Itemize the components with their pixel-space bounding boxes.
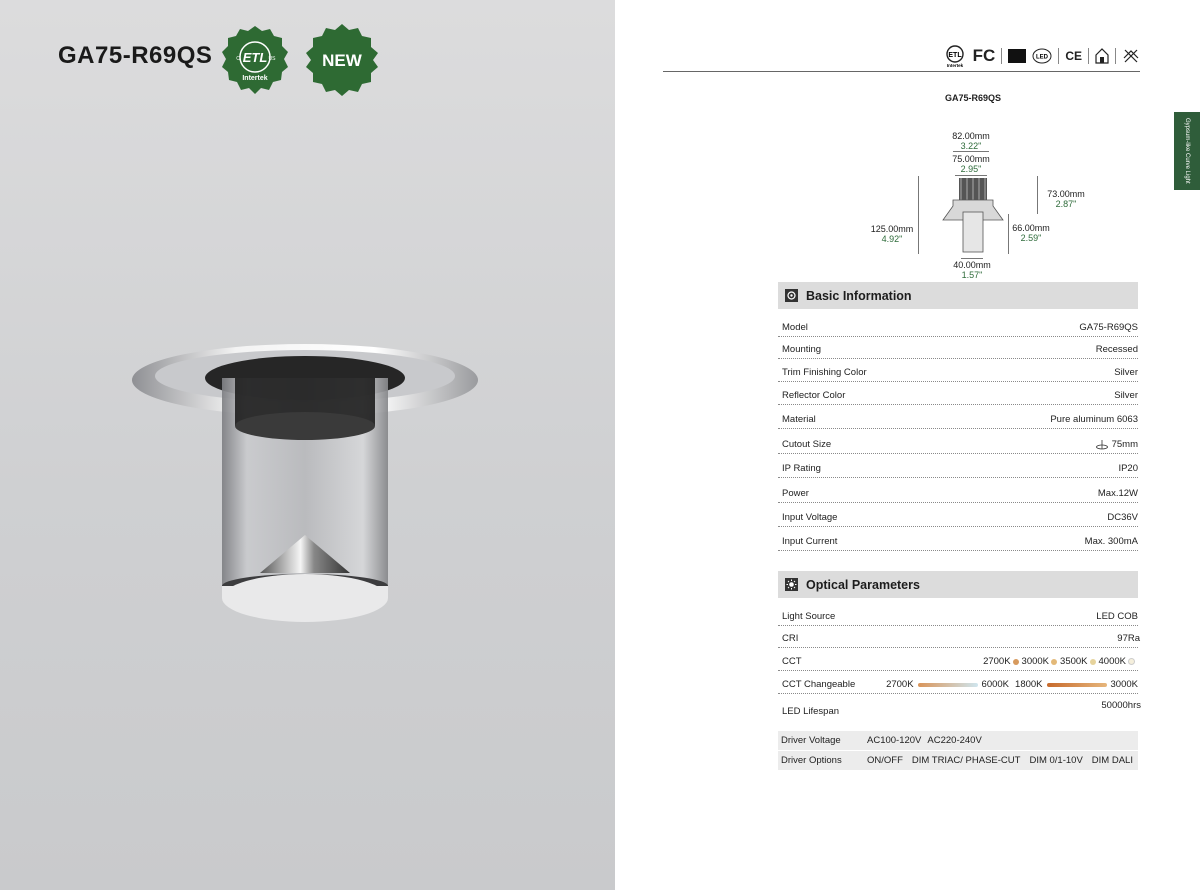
spec-row-led-lifespan: LED Lifespan 50000hrs (782, 700, 1141, 717)
dim-tube-height: 66.00mm 2.59" (1012, 223, 1050, 243)
diagram-title: GA75-R69QS (944, 93, 1002, 103)
led-mark (1032, 48, 1052, 64)
svg-text:ETL: ETL (948, 52, 962, 59)
dim-upper-height: 73.00mm 2.87" (1047, 189, 1085, 209)
no-insulation-contact-icon (1122, 48, 1140, 64)
cct-swatch-3000k (1051, 659, 1057, 665)
header-rule (663, 71, 1140, 72)
indoor-use-icon (1095, 48, 1109, 64)
spec-row-input-voltage: Input Voltage DC36V (778, 503, 1138, 527)
etl-right-mark: US (268, 56, 276, 62)
spec-row-reflector-color: Reflector Color Silver (778, 382, 1138, 405)
fc-mark: FC (972, 46, 996, 65)
cct-range-gradient-dim-to-warm (1047, 683, 1107, 687)
etl-mini-sub: Intertek (946, 63, 963, 68)
optical-parameters-header (778, 571, 1138, 598)
spec-row-power: Power Max.12W (778, 478, 1138, 503)
dim-tube-diameter: 40.00mm 1.57" (953, 260, 991, 280)
fixture-outline-drawing (937, 176, 1009, 256)
spec-row-ip-rating: IP Rating IP20 (778, 454, 1138, 478)
downlight-product-render (120, 330, 490, 630)
separator (1001, 48, 1002, 64)
product-model-title: GA75-R69QS (58, 42, 213, 69)
new-badge-label: NEW (322, 51, 362, 70)
cct-swatch-4000k (1128, 658, 1135, 665)
etl-listed-seal (218, 24, 292, 98)
optical-parameters-table (778, 606, 1141, 720)
optical-parameters-title: Optical Parameters (806, 577, 920, 592)
spec-row-cri: CRI 97Ra (778, 626, 1138, 648)
cct-range-gradient-warm-cool (918, 683, 978, 687)
spec-row-model: Model GA75-R69QS (778, 317, 1138, 337)
driver-voltage-row: Driver Voltage AC100-120V AC220-240V (778, 731, 1138, 750)
basic-information-title: Basic Information (806, 288, 912, 303)
new-badge (304, 22, 380, 98)
etl-mark (943, 44, 967, 68)
dim-outer-diameter: 82.00mm 3.22" (952, 131, 990, 151)
basic-information-section (778, 282, 1138, 551)
separator (1088, 48, 1089, 64)
driver-options-row: Driver Options ON/OFF DIM TRIAC/ PHASE-CUT DIM 0/1-10V DIM DALI (778, 751, 1138, 770)
dimmable-icon (1008, 49, 1026, 63)
category-side-tab: Gypsum-like Curve Light (1174, 112, 1200, 190)
cutout-diameter-icon (1096, 440, 1108, 450)
basic-information-header (778, 282, 1138, 309)
spec-row-input-current: Input Current Max. 300mA (778, 527, 1138, 551)
certification-marks (943, 42, 1140, 70)
basic-information-table (778, 317, 1138, 551)
dim-total-height: 125.00mm 4.92" (870, 224, 914, 244)
etl-left-mark: C (236, 56, 240, 62)
spec-row-light-source: Light Source LED COB (778, 606, 1138, 626)
spec-row-mounting: Mounting Recessed (778, 337, 1138, 359)
spec-row-material: Material Pure aluminum 6063 (778, 405, 1138, 429)
sun-icon (784, 578, 798, 592)
cct-swatch-2700k (1013, 659, 1019, 665)
separator (1058, 48, 1059, 64)
dim-inner-diameter: 75.00mm 2.95" (952, 154, 990, 174)
svg-text:ETL: ETL (242, 50, 268, 65)
optical-parameters-section (778, 571, 1141, 720)
etl-mini-icon (943, 44, 967, 68)
info-icon (784, 289, 798, 303)
spec-row-trim-color: Trim Finishing Color Silver (778, 359, 1138, 382)
spec-row-cct-changeable: CCT Changeable 2700K 6000K 1800K 3000K (778, 671, 1138, 694)
ce-mark: CE (1065, 49, 1082, 63)
spec-row-cutout-size: Cutout Size 75mm (778, 429, 1138, 454)
led-mark-text: LED (1036, 54, 1049, 61)
spec-row-cct: CCT 2700K 3000K 3500K 4000K (778, 648, 1138, 671)
driver-table (778, 731, 1138, 771)
cct-swatch-3500k (1090, 659, 1096, 665)
etl-intertek-text: Intertek (242, 75, 268, 82)
spec-sheet-panel (615, 0, 1200, 890)
separator (1115, 48, 1116, 64)
